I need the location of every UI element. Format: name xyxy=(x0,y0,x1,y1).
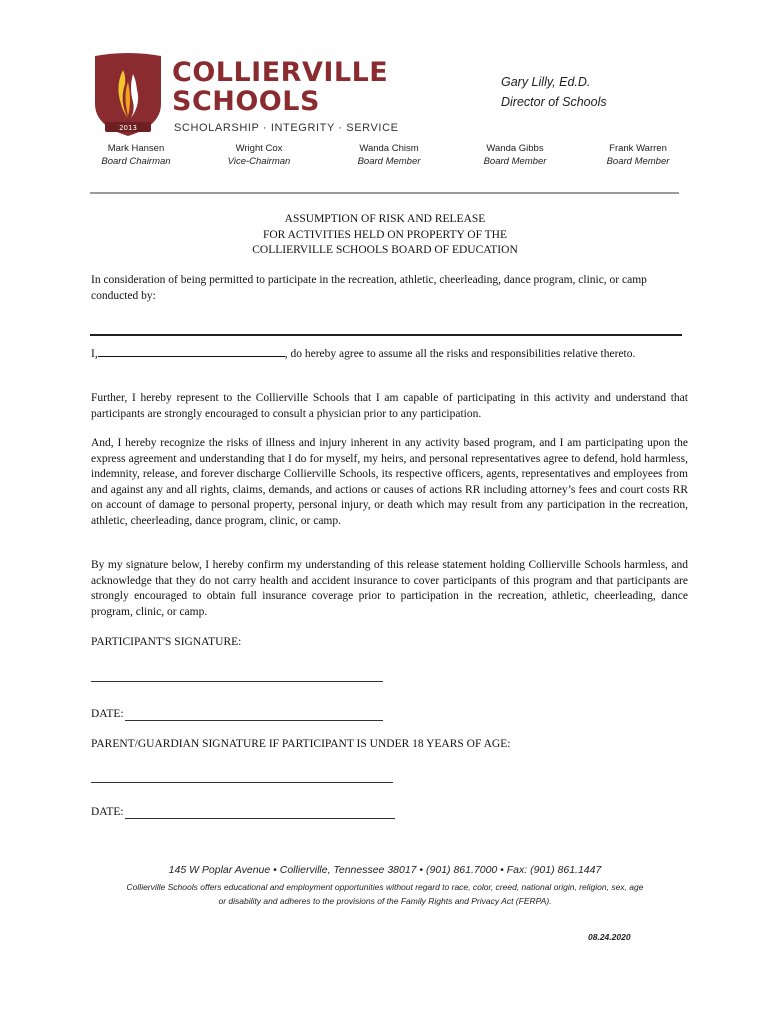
board-member-name: Mark Hansen xyxy=(107,143,165,154)
logo-year: 2013 xyxy=(119,124,137,132)
director-name: Gary Lilly, Ed.D. xyxy=(501,75,591,89)
board-member-name: Wright Cox xyxy=(235,143,283,154)
board-member-role: Board Member xyxy=(483,156,547,167)
parent-signature-line[interactable] xyxy=(91,782,393,783)
school-logo-shield-icon xyxy=(93,52,163,138)
board-member-name: Wanda Chism xyxy=(359,143,419,154)
board-member-role: Vice-Chairman xyxy=(227,156,291,167)
board-member-role: Board Chairman xyxy=(101,156,171,167)
board-member-name: Frank Warren xyxy=(609,143,667,154)
revision-date: 08.24.2020 xyxy=(588,932,631,942)
footer-address: 145 W Poplar Avenue • Collierville, Tennessee 38017 • (901) 861.7000 • Fax: (901) 861.1447 xyxy=(168,864,602,876)
agreement-suffix: , do hereby agree to assume all the risks and responsibilities relative thereto. xyxy=(284,348,636,360)
director-title: Director of Schools xyxy=(501,95,607,109)
participant-date-line[interactable] xyxy=(125,720,383,721)
risk-recognition-paragraph: And, I hereby recognize the risks of illness and injury inherent in any activity based program, and I am participating upon the express agreement and understanding that I do for myself, my heirs, and personal representatives agree to defend, hold harmless, indemnity, release, and forever discharge Collierville Schools, its respective officers, agents, representatives and employees from and against any and all rights, claims, demands, and actions or causes of actions RR including attorney’s fees and court costs RR on account of damage to personal property, personal injury, or death which may result from any participation in the recreation, athletic, cheerleading, dance program, clinic, or camp. xyxy=(91,437,688,527)
participant-signature-label: PARTICIPANT'S SIGNATURE: xyxy=(91,636,242,648)
parent-date-line[interactable] xyxy=(125,818,395,819)
board-member xyxy=(596,142,680,168)
footer-nondiscrimination xyxy=(60,880,710,908)
brand-line-1: COLLIERVILLE xyxy=(172,57,389,88)
header-divider xyxy=(90,192,679,194)
brand-name xyxy=(172,58,388,116)
board-member-name: Wanda Gibbs xyxy=(486,143,544,154)
board-member-role: Board Member xyxy=(357,156,421,167)
parent-signature-label: PARENT/GUARDIAN SIGNATURE IF PARTICIPANT IS UNDER 18 YEARS OF AGE: xyxy=(91,738,511,750)
board-member xyxy=(348,142,430,168)
agreement-paragraph xyxy=(91,345,688,363)
board-member xyxy=(96,142,176,168)
nondiscrimination-line-2: or disability and adheres to the provisions of the Family Rights and Privacy Act (FERPA). xyxy=(218,896,552,906)
brand-line-2: SCHOOLS xyxy=(172,86,320,117)
director-block xyxy=(501,72,607,112)
participant-date-label: DATE: xyxy=(91,708,124,720)
title-line-2: FOR ACTIVITIES HELD ON PROPERTY OF THE xyxy=(262,228,507,241)
brand-tagline: SCHOLARSHIP · INTEGRITY · SERVICE xyxy=(174,122,399,134)
participant-name-blank[interactable] xyxy=(98,345,285,357)
signature-confirmation-paragraph: By my signature below, I hereby confirm my understanding of this release statement holding Collierville Schools harmless, and acknowledge that they do not carry health and accident insurance to cover participants of this program and that participants are strongly encouraged to obtain full insurance coverage prior to participation in the recreation, athletic, cheerleading, dance program, clinic, or camp. xyxy=(91,559,688,618)
board-member xyxy=(218,142,300,168)
document-title xyxy=(200,212,570,259)
board-member xyxy=(474,142,556,168)
intro-paragraph: In consideration of being permitted to participate in the recreation, athletic, cheerleading, dance program, clinic, or camp conducted by: xyxy=(91,274,647,302)
organization-fill-line[interactable] xyxy=(90,334,682,336)
title-line-1: ASSUMPTION OF RISK AND RELEASE xyxy=(284,213,486,225)
title-line-3: COLLIERVILLE SCHOOLS BOARD OF EDUCATION xyxy=(252,244,518,256)
participant-signature-line[interactable] xyxy=(91,681,383,682)
board-member-role: Board Member xyxy=(606,156,670,167)
parent-date-label: DATE: xyxy=(91,806,124,818)
nondiscrimination-line-1: Collierville Schools offers educational and employment opportunities without regard to race, color, creed, national origin, religion, sex, age xyxy=(126,882,644,892)
further-paragraph: Further, I hereby represent to the Collierville Schools that I am capable of participating in this activity and understand that participants are strongly encouraged to consult a physician prior to any participation. xyxy=(91,392,688,420)
agreement-prefix: I, xyxy=(91,348,98,360)
